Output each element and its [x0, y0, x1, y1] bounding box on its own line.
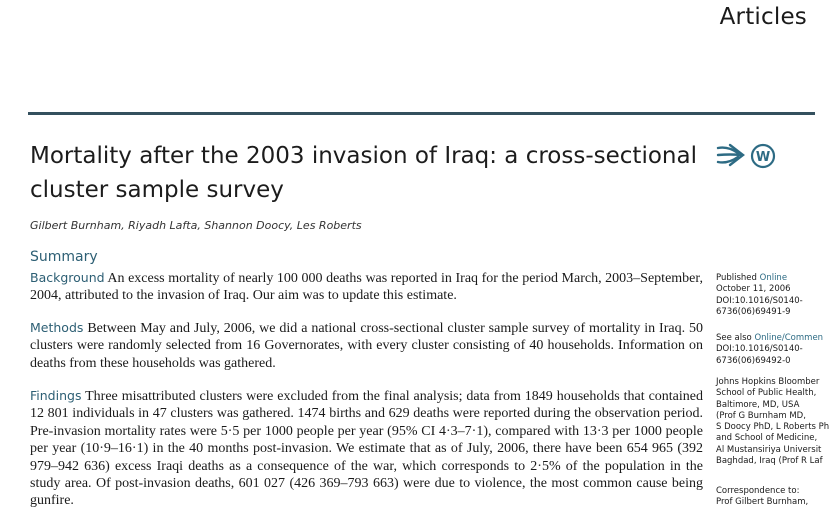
affiliation-line: Baghdad, Iraq (Prof R Laf [716, 456, 823, 467]
correspondence-info [716, 486, 826, 509]
background-label: Background [30, 270, 105, 285]
correspondence-line: Prof Gilbert Burnham, [716, 497, 809, 508]
svg-text:W: W [755, 150, 771, 165]
background-text: An excess mortality of nearly 100 000 deaths was reported in Iraq for the period March, 2003–September, 2004, attributed to the invasion of Iraq. Our aim was to update this estimate. [30, 271, 703, 304]
online-first-w-icon [752, 145, 774, 167]
lancet-journal-logo-icon [718, 145, 743, 165]
published-doi-line-2: 6736(06)69491-9 [716, 306, 791, 317]
see-also-doi-line-2: 6736(06)69492-0 [716, 355, 791, 366]
abstract-background [30, 269, 703, 305]
affiliation-line: (Prof G Burnham MD, [716, 410, 806, 421]
findings-text: Three misattributed clusters were excluded from the final analysis; data from 1849 households that contained 12 801 individuals in 47 clusters was gathered. 1474 births and 629 deaths were reported during the observation period. Pre-invasion mortality rates were 5·5 per 1000 people per year (95% CI 4·3–7·1), compared with 13·3 per 1000 people per year (10·9–16·1) in the 40 months post-invasion. We estimate that as of July, 2006, there have been 654 965 (392 979–942 636) excess Iraqi deaths as a consequence of the war, which corresponds to 2·5% of the population in the study area. Of post-invasion deaths, 601 027 (426 369–793 663) were due to violence, the most common cause being gunfire. [30, 389, 703, 509]
methods-text: Between May and July, 2006, we did a national cross-sectional cluster sample survey of mortality in Iraq. 50 clusters were randomly selected from 16 Governorates, with every cluster consisting of 40 households. Information on deaths from these households was gathered. [30, 321, 704, 371]
affiliation-line: Johns Hopkins Bloomber [716, 377, 820, 387]
affiliation-line: Al Mustansiriya Universit [716, 444, 822, 455]
correspondence-line: Correspondence to: [716, 486, 800, 496]
summary-heading: Summary [30, 249, 98, 265]
publication-info [716, 273, 826, 318]
see-also-prefix: See also [716, 333, 755, 343]
author-list: Gilbert Burnham, Riyadh Lafta, Shannon Doocy, Les Roberts [30, 219, 362, 232]
affiliation-line: Baltimore, MD, USA [716, 399, 800, 410]
published-date: October 11, 2006 [716, 284, 791, 295]
see-also-comment-link[interactable]: Online/Commen [754, 333, 824, 343]
published-online-link[interactable]: Online [759, 273, 788, 283]
abstract-findings [30, 387, 703, 510]
findings-label: Findings [30, 388, 82, 403]
journal-logos [716, 140, 780, 172]
affiliation-line: S Doocy PhD, L Roberts Ph [716, 422, 829, 433]
see-also-info [716, 333, 826, 367]
abstract-methods [30, 319, 703, 372]
section-header: Articles [719, 4, 807, 30]
header-rule [28, 112, 815, 115]
published-doi-line-1: DOI:10.1016/S0140- [716, 295, 803, 306]
affiliation-line: School of Public Health, [716, 388, 817, 399]
methods-label: Methods [30, 320, 84, 335]
article-title: Mortality after the 2003 invasion of Iraq: a cross-sectional cluster sample survey [30, 143, 697, 203]
see-also-doi-line-1: DOI:10.1016/S0140- [716, 344, 803, 355]
published-prefix: Published [716, 273, 760, 283]
affiliation-line: and School of Medicine, [716, 433, 818, 444]
author-affiliations [716, 377, 829, 467]
